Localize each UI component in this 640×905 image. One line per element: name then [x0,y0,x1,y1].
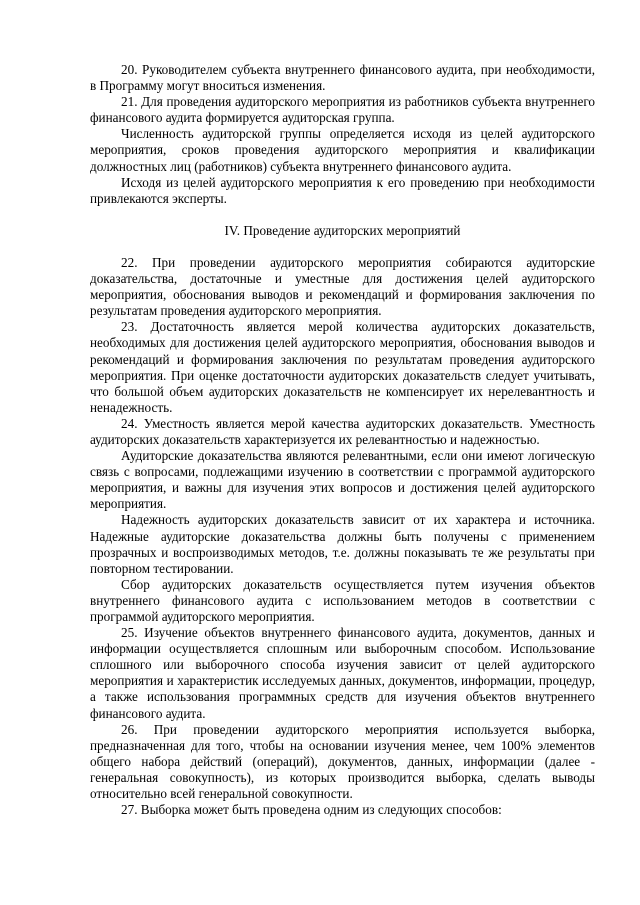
paragraph-reliability: Надежность аудиторских доказательств зависит от их характера и источника. Надежные аудиторские доказательства должны быть получены с применением прозрачных и воспроизводимых методов, т.е. должны показывать те же результаты при повторном тестировании. [90,512,595,576]
paragraph-experts: Исходя из целей аудиторского мероприятия к его проведению при необходимости привлекаются эксперты. [90,174,595,206]
paragraph-20: 20. Руководителем субъекта внутреннего финансового аудита, при необходимости, в Программу могут вноситься изменения. [90,62,595,94]
paragraph-24: 24. Уместность является мерой качества аудиторских доказательств. Уместность аудиторских доказательств характеризуется их релевантностью и надежностью. [90,415,595,447]
paragraph-relevance: Аудиторские доказательства являются релевантными, если они имеют логическую связь с вопросами, подлежащими изучению в соответствии с программой аудиторского мероприятия, и важны для изучения этих вопросов и достижения целей аудиторского мероприятия. [90,448,595,512]
paragraph-25: 25. Изучение объектов внутреннего финансового аудита, документов, данных и информации осуществляется сплошным или выборочным способом. Использование сплошного или выборочного способа изучения зависит от целей аудиторского мероприятия и характеристик исследуемых данных, документов, информации, процедур, а также использования программных средств для изучения объектов внутреннего финансового аудита. [90,625,595,721]
paragraph-evidence-collection: Сбор аудиторских доказательств осуществляется путем изучения объектов внутреннего финансового аудита с использованием методов в соответствии с программой аудиторского мероприятия. [90,576,595,624]
section-heading: IV. Проведение аудиторских мероприятий [224,222,461,238]
document-page [90,62,595,818]
paragraph-audit-group-size: Численность аудиторской группы определяется исходя из целей аудиторского мероприятия, сроков проведения аудиторского мероприятия и квалификации должностных лиц (работников) субъекта внутреннего финансового аудита. [90,126,595,174]
paragraph-21: 21. Для проведения аудиторского мероприятия из работников субъекта внутреннего финансового аудита формируется аудиторская группа. [90,94,595,126]
paragraph-22: 22. При проведении аудиторского мероприятия собираются аудиторские доказательства, достаточные и уместные для достижения целей аудиторского мероприятия, обоснования выводов и рекомендаций и формирования заключения по результатам проведения аудиторского мероприятия. [90,254,595,319]
paragraph-23: 23. Достаточность является мерой количества аудиторских доказательств, необходимых для достижения целей аудиторского мероприятия, обоснования выводов и рекомендаций и формирования заключения по результатам проведения аудиторского мероприятия. При оценке достаточности аудиторских доказательств следует учитывать, что большой объем аудиторских доказательств не компенсирует их нерелевантность и ненадежность. [90,319,595,415]
paragraph-26: 26. При проведении аудиторского мероприятия используется выборка, предназначенная для того, чтобы на основании изучения менее, чем 100% элементов общего набора действий (операций), документов, данных, информации (далее - генеральная совокупность), из которых производится выборка, сделать выводы относительно всей генеральной совокупности. [90,721,595,802]
paragraph-27: 27. Выборка может быть проведена одним из следующих способов: [121,802,502,818]
